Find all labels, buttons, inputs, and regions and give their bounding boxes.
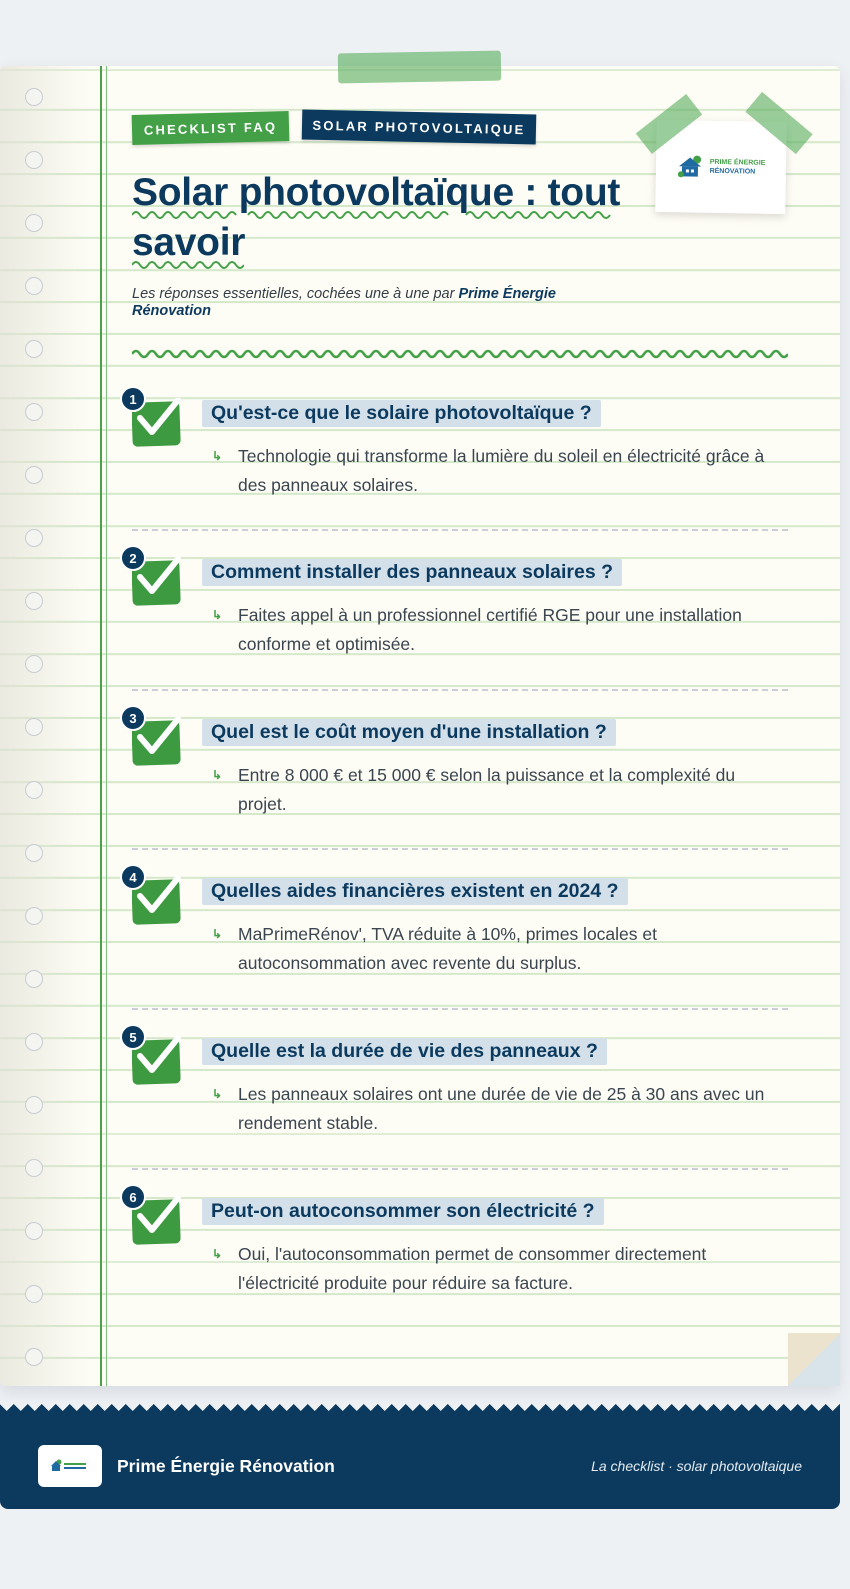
page-corner-fold bbox=[788, 1333, 840, 1386]
page-title-line-1: Solar photovoltaïque : tout bbox=[132, 171, 621, 214]
binder-hole bbox=[25, 970, 43, 988]
margin-line bbox=[100, 66, 102, 1386]
faq-answer: Technologie qui transforme la lumière du soleil en électricité grâce à des panneaux solaires. bbox=[238, 446, 765, 495]
page-title-line-2: savoir bbox=[132, 221, 246, 264]
binder-hole bbox=[25, 718, 43, 736]
binder-hole bbox=[25, 340, 43, 358]
subtitle-brand: Prime Énergie Rénovation bbox=[132, 286, 556, 319]
title-underline-wavy bbox=[132, 209, 612, 221]
faq-answer: Les panneaux solaires ont une durée de vie de 25 à 30 ans avec un rendement stable. bbox=[238, 1084, 765, 1133]
binder-hole bbox=[25, 1285, 43, 1303]
badge-solar: SOLAR PHOTOVOLTAIQUE bbox=[302, 110, 537, 145]
binder-hole bbox=[25, 592, 43, 610]
badge-checklist-faq: CHECKLIST FAQ bbox=[132, 111, 290, 145]
logo-line-1: PRIME ÉNERGIE bbox=[709, 158, 766, 167]
footer-brand: Prime Énergie Rénovation bbox=[117, 1456, 335, 1476]
arrow-return-icon: ↳ bbox=[212, 608, 223, 622]
footer-logo bbox=[38, 1445, 102, 1487]
faq-answer: Faites appel à un professionnel certifié RGE pour une installation conforme et optimisée. bbox=[238, 605, 742, 654]
binder-hole bbox=[25, 844, 43, 862]
margin-line-inner bbox=[106, 66, 107, 1386]
binder-hole bbox=[25, 655, 43, 673]
arrow-return-icon: ↳ bbox=[212, 449, 223, 463]
faq-question: Quel est le coût moyen d'une installation ? bbox=[202, 719, 616, 746]
subtitle-text: Les réponses essentielles, cochées une à une par bbox=[132, 286, 459, 302]
faq-question: Quelle est la durée de vie des panneaux ? bbox=[202, 1038, 607, 1065]
footer-tagline: La checklist · solar photovoltaique bbox=[591, 1458, 802, 1474]
divider bbox=[132, 689, 788, 691]
house-solar-icon bbox=[50, 1459, 90, 1473]
faq-question: Peut-on autoconsommer son électricité ? bbox=[202, 1198, 604, 1225]
binder-hole bbox=[25, 529, 43, 547]
faq-number: 2 bbox=[120, 545, 146, 571]
faq-question: Quelles aides financières existent en 2024 ? bbox=[202, 878, 628, 905]
title-underline-wavy bbox=[132, 259, 244, 271]
faq-number: 6 bbox=[120, 1184, 146, 1210]
paper-shade bbox=[0, 66, 90, 1386]
faq-answer: Oui, l'autoconsommation permet de consommer directement l'électricité produite pour réduire sa facture. bbox=[238, 1244, 707, 1293]
faq-answer: MaPrimeRénov', TVA réduite à 10%, primes locales et autoconsommation avec revente du surplus. bbox=[238, 924, 657, 973]
binder-hole bbox=[25, 151, 43, 169]
binder-hole bbox=[25, 1159, 43, 1177]
binder-hole bbox=[25, 781, 43, 799]
brand-logo bbox=[676, 154, 765, 180]
faq-number: 5 bbox=[120, 1024, 146, 1050]
arrow-return-icon: ↳ bbox=[212, 927, 223, 941]
binder-hole bbox=[25, 403, 43, 421]
page-subtitle bbox=[132, 286, 602, 320]
house-solar-icon bbox=[676, 154, 706, 179]
binder-hole bbox=[25, 1096, 43, 1114]
faq-question: Qu'est-ce que le solaire photovoltaïque ? bbox=[202, 400, 601, 427]
divider bbox=[132, 1008, 788, 1010]
faq-number: 3 bbox=[120, 705, 146, 731]
tape-strip bbox=[338, 51, 501, 84]
binder-hole bbox=[25, 1033, 43, 1051]
faq-number: 1 bbox=[120, 386, 146, 412]
faq-answer: Entre 8 000 € et 15 000 € selon la puissance et la complexité du projet. bbox=[238, 765, 736, 814]
faq-question: Comment installer des panneaux solaires ? bbox=[202, 559, 622, 586]
binder-hole bbox=[25, 277, 43, 295]
binder-hole bbox=[25, 1222, 43, 1240]
faq-number: 4 bbox=[120, 864, 146, 890]
section-separator-wavy bbox=[132, 348, 788, 360]
binder-hole bbox=[25, 214, 43, 232]
arrow-return-icon: ↳ bbox=[212, 1087, 223, 1101]
arrow-return-icon: ↳ bbox=[212, 1247, 223, 1261]
logo-line-2: RÉNOVATION bbox=[709, 167, 756, 176]
binder-hole bbox=[25, 907, 43, 925]
divider bbox=[132, 848, 788, 850]
binder-hole bbox=[25, 88, 43, 106]
divider bbox=[132, 529, 788, 531]
binder-hole bbox=[25, 466, 43, 484]
binder-hole bbox=[25, 1348, 43, 1366]
arrow-return-icon: ↳ bbox=[212, 768, 223, 782]
divider bbox=[132, 1168, 788, 1170]
